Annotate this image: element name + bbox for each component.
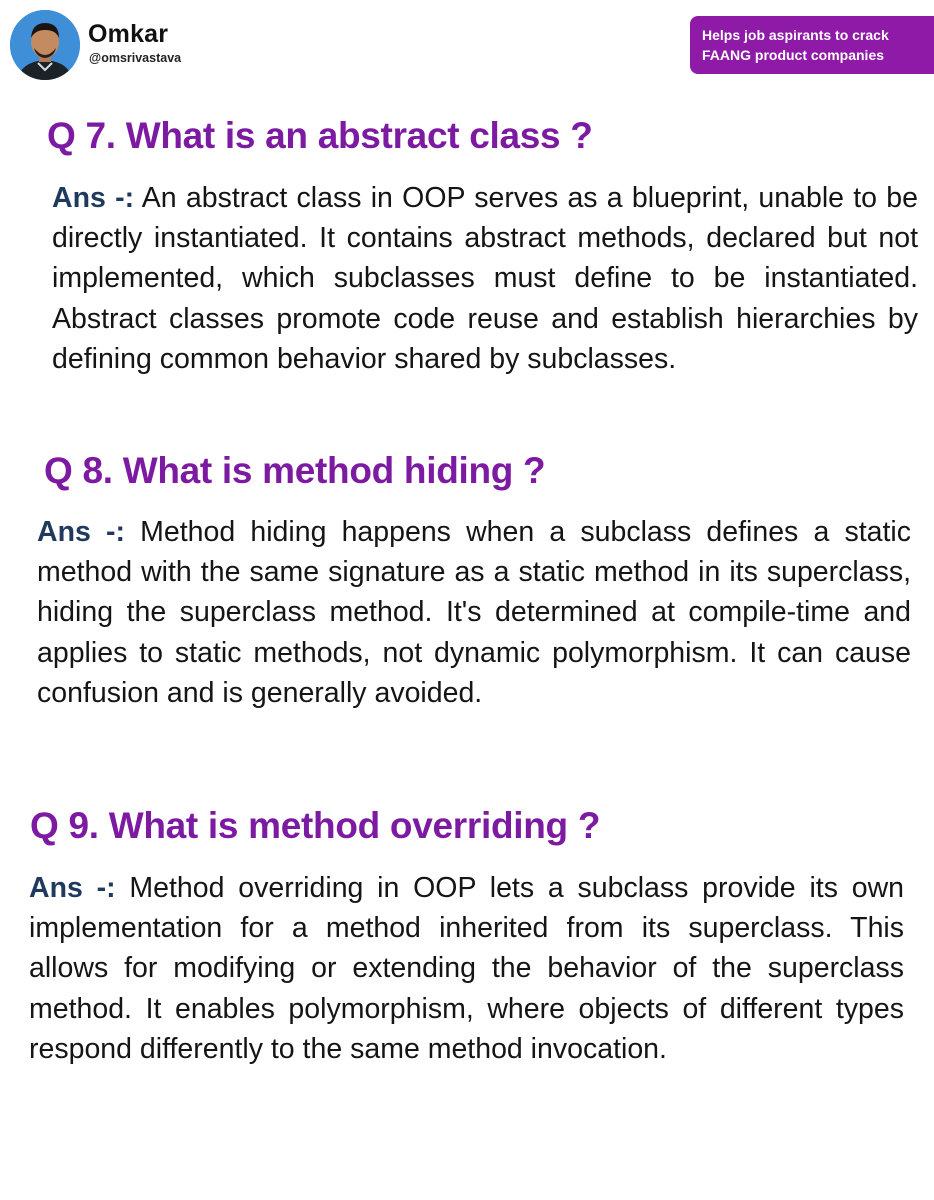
question-7-title: Q 7. What is an abstract class ? bbox=[47, 115, 593, 156]
author-handle: @omsrivastava bbox=[89, 51, 182, 65]
question-8-title: Q 8. What is method hiding ? bbox=[44, 450, 546, 491]
tagline-badge bbox=[690, 16, 934, 74]
tagline-line-1: Helps job aspirants to crack bbox=[702, 27, 889, 43]
answer-9 bbox=[29, 868, 904, 1069]
answer-8-text: Method hiding happens when a subclass defines a static method with the same signature as a static method in its superclass, hiding the superclass method. It's determined at compile-time and applies to static methods, not dynamic polymorphism. It can cause confusion and is generally avoided. bbox=[37, 516, 911, 709]
author-avatar bbox=[10, 10, 80, 80]
answer-8-label: Ans -: bbox=[37, 516, 125, 548]
avatar-portrait-icon bbox=[10, 10, 80, 80]
answer-7-text: An abstract class in OOP serves as a blueprint, unable to be directly instantiated. It contains abstract methods, declared but not implemented, which subclasses must define to be instantiated. Abstract classes promote code reuse and establish hierarchies by defining common behavior shared by subclasses. bbox=[52, 182, 918, 375]
answer-9-label: Ans -: bbox=[29, 872, 116, 904]
author-name: Omkar bbox=[88, 20, 169, 48]
answer-7-label: Ans -: bbox=[52, 182, 135, 214]
question-9-title: Q 9. What is method overriding ? bbox=[30, 805, 601, 846]
answer-8 bbox=[37, 512, 911, 713]
author-header bbox=[0, 0, 934, 90]
tagline-line-2: FAANG product companies bbox=[702, 47, 885, 63]
answer-7 bbox=[52, 178, 918, 379]
answer-9-text: Method overriding in OOP lets a subclass provide its own implementation for a method inherited from its superclass. This allows for modifying or extending the behavior of the superclass method. It enables polymorphism, where objects of different types respond differently to the same method invocation. bbox=[29, 872, 905, 1065]
